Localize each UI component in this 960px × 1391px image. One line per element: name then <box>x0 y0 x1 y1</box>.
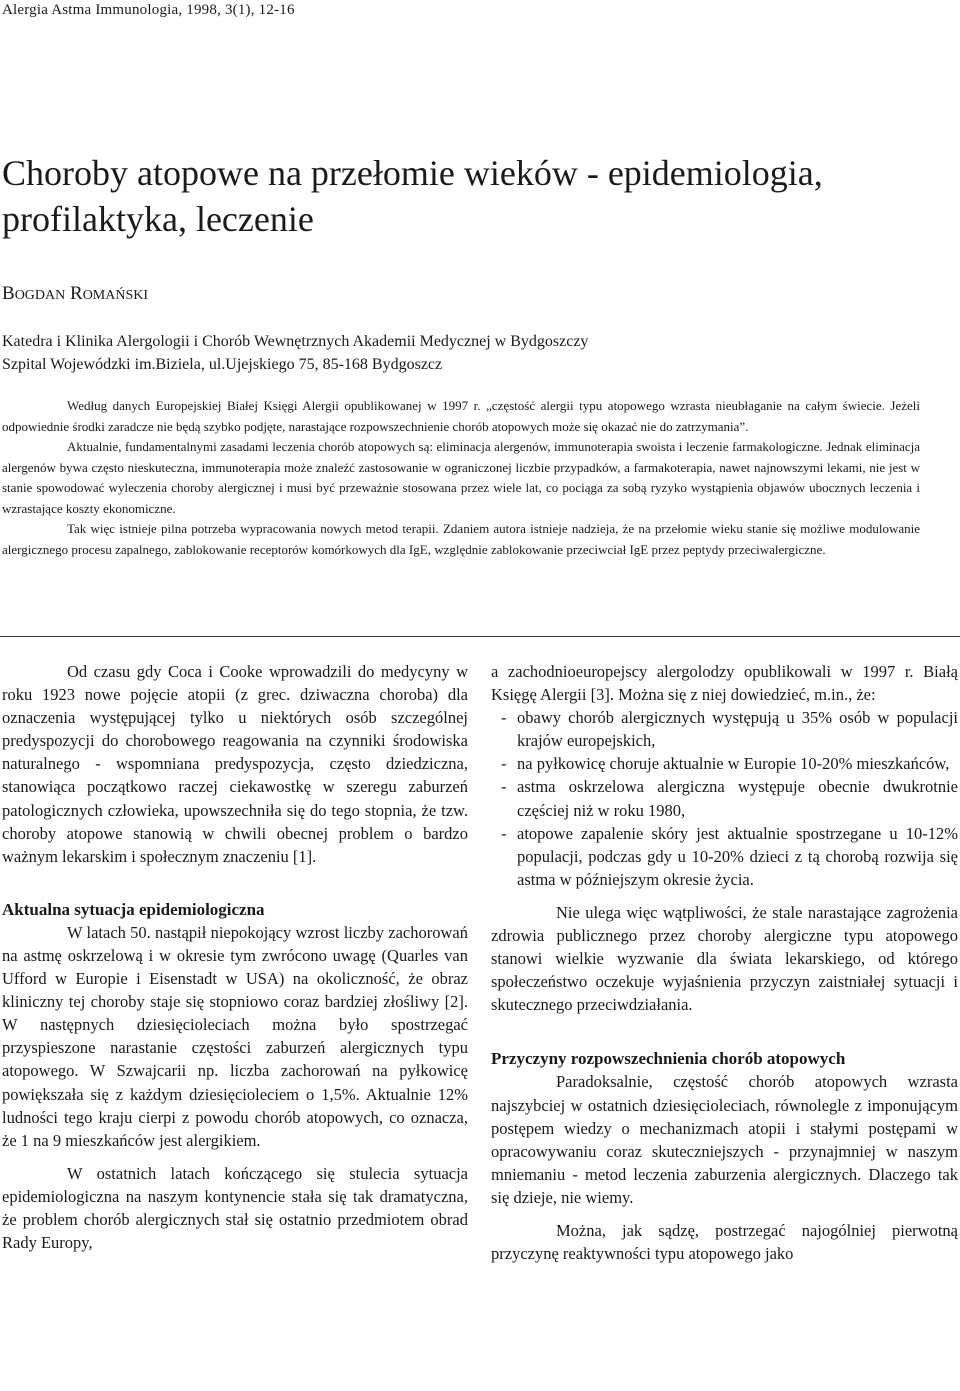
intro-paragraph: Od czasu gdy Coca i Cooke wprowadzili do medycyny w roku 1923 nowe pojęcie atopii (z grec. dziwaczna choroba) dla oznaczenia występującej tylko u niektórych osób szczególnej predyspozycji do chorobowego reagowania na czynniki środowiska naturalnego - wspomniana predyspozycja, często dziedziczna, stanowiąca początkowo raczej ciekawostkę w szeregu zaburzeń patologicznych człowieka, upowszechniła się do tego stopnia, że tzw. choroby atopowe stanowią w chwili obecnej problem o bardzo ważnym lekarskim i społecznym znaczeniu [1]. <box>2 662 468 866</box>
statistics-list <box>491 706 958 891</box>
white-book-paragraph: a zachodnioeuropejscy alergolodzy opublikowali w 1997 r. Białą Księgę Alergii [3]. Można się z niej dowiedzieć, m.in., że: <box>491 662 958 705</box>
affiliation-line-1: Katedra i Klinika Alergologii i Chorób Wewnętrznych Akademii Medycznej w Bydgoszczy <box>2 333 589 350</box>
list-dash: - <box>501 754 507 774</box>
list-item <box>491 775 958 821</box>
abstract <box>2 396 920 560</box>
abstract-paragraph-2: Aktualnie, fundamentalnymi zasadami leczenia chorób atopowych są: eliminacja alergenów, immunoterapia swoista i leczenie farmakologiczne. Jednak eliminacja alergenów bywa często nieskuteczna, immunoterapia może znaleźć zastosowanie w ograniczonej liczbie przypadków, a farmakoterapia, nawet najnowszymi lekami, nie jest w stanie spowodować wyleczenia choroby alergicznej i musi być przeważnie stosowana przez wiele lat, co pociąga za sobą ryzyko wystąpienia objawów ubocznych leczenia i wzrastające koszty ekonomiczne. <box>2 439 920 516</box>
causes-paragraph-1: Paradoksalnie, częstość chorób atopowych wzrasta najszybciej w ostatnich dziesięcioleciach, równolegle z imponującym postępem wiedzy o mechanizmach atopii i stałymi postępami w opracowywaniu coraz skuteczniejszych - przynajmniej w naszym mniemaniu - metod leczenia zaburzenia alergicznych. Dlaczego tak się dzieje, nie wiemy. <box>491 1072 958 1207</box>
list-item-text: atopowe zapalenie skóry jest aktualnie spostrzegane u 10-12% populacji, podczas gdy u 10-20% dzieci z tą chorobą rozwija się astma w późniejszym okresie życia. <box>517 823 958 889</box>
list-item <box>491 752 958 775</box>
section-heading-causes: Przyczyny rozpowszechnienia chorób atopowych <box>491 1049 846 1069</box>
affiliation-line-2: Szpital Wojewódzki im.Biziela, ul.Ujejskiego 75, 85-168 Bydgoszcz <box>2 356 443 373</box>
list-item-text: obawy chorób alergicznych występują u 35% osób w populacji krajów europejskich, <box>517 708 958 751</box>
abstract-paragraph-1: Według danych Europejskiej Białej Księgi Alergii opublikowanej w 1997 r. „częstość alergii typu atopowego wzrasta nieubłaganie na całym świecie. Jeżeli odpowiednie środki zaradcze nie będą szybko podjęte, narastające rozpowszechnienie chorób atopowych może się okazać nie do zatrzymania”. <box>2 398 920 434</box>
title-line-1: Choroby atopowe na przełomie wieków - epidemiologia, <box>2 153 823 193</box>
list-item <box>491 706 958 752</box>
section-heading-epidemiology: Aktualna sytuacja epidemiologiczna <box>2 899 265 919</box>
list-dash: - <box>501 823 507 843</box>
author-last-rest: OMAŃSKI <box>82 288 149 303</box>
journal-citation: Alergia Astma Immunologia, 1998, 3(1), 12-16 <box>2 2 295 18</box>
challenge-paragraph: Nie ulega więc wątpliwości, że stale narastające zagrożenia zdrowia publicznego przez choroby alergiczne typu atopowego stanowi wielkie wyzwanie dla świata lekarskiego, od którego społeczeństwo oczekuje wyjaśnienia przyczyn zaistniałej sytuacji i skutecznego przeciwdziałania. <box>491 902 958 1015</box>
article-title <box>2 150 952 242</box>
abstract-paragraph-3: Tak więc istnieje pilna potrzeba wypracowania nowych metod terapii. Zdaniem autora istnieje nadzieja, że na przełomie wieku stanie się możliwe modulowanie alergicznego procesu zapalnego, zablokowanie receptorów komórkowych dla IgE, względnie zablokowanie przeciwciał IgE przez peptydy przeciwalergiczne. <box>2 521 920 557</box>
author-name <box>2 283 148 305</box>
list-item <box>491 822 958 891</box>
author-first-rest: OGDAN <box>14 288 66 303</box>
list-item-text: astma oskrzelowa alergiczna występuje obecnie dwukrotnie częściej niż w roku 1980, <box>517 777 958 820</box>
author-initial-first: B <box>2 283 15 304</box>
list-dash: - <box>501 708 507 728</box>
causes-paragraph-2: Można, jak sądzę, postrzegać najogólniej pierwotną przyczynę reaktywności typu atopowego jako <box>491 1220 958 1264</box>
epidemiology-paragraph-2: W ostatnich latach kończącego się stulecia sytuacja epidemiologiczna na naszym kontynencie stała się tak dramatyczna, że problem chorób alergicznych stał się ostatnio przedmiotem obrad Rady Europy, <box>2 1163 468 1253</box>
list-dash: - <box>501 777 507 797</box>
list-item-text: na pyłkowicę choruje aktualnie w Europie 10-20% mieszkańców, <box>517 754 950 774</box>
affiliation <box>2 330 588 376</box>
author-initial-last: R <box>70 283 83 304</box>
title-line-2: profilaktyka, leczenie <box>2 199 314 239</box>
right-column <box>491 660 958 1265</box>
section-divider <box>0 636 960 637</box>
epidemiology-paragraph-1: W latach 50. nastąpił niepokojący wzrost liczby zachorowań na astmę oskrzelową i w okresie tym zwrócono uwagę (Quarles van Ufford w Europie i Eisenstadt w USA) na okoliczność, że obraz kliniczny tej choroby staje się stopniowo coraz bardziej złośliwy [2]. W następnych dziesięcioleciach można było spostrzegać przyspieszone narastanie częstości zaburzeń alergicznych typu atopowego. W Szwajcarii np. liczba zachorowań na pyłkowicę powiększała się z każdym dziesięcioleciem o 1,5%. Aktualnie 12% ludności tego kraju cierpi z powodu chorób atopowych, co oznacza, że 1 na 9 mieszkańców jest alergikiem. <box>2 922 468 1150</box>
left-column <box>2 660 468 1254</box>
